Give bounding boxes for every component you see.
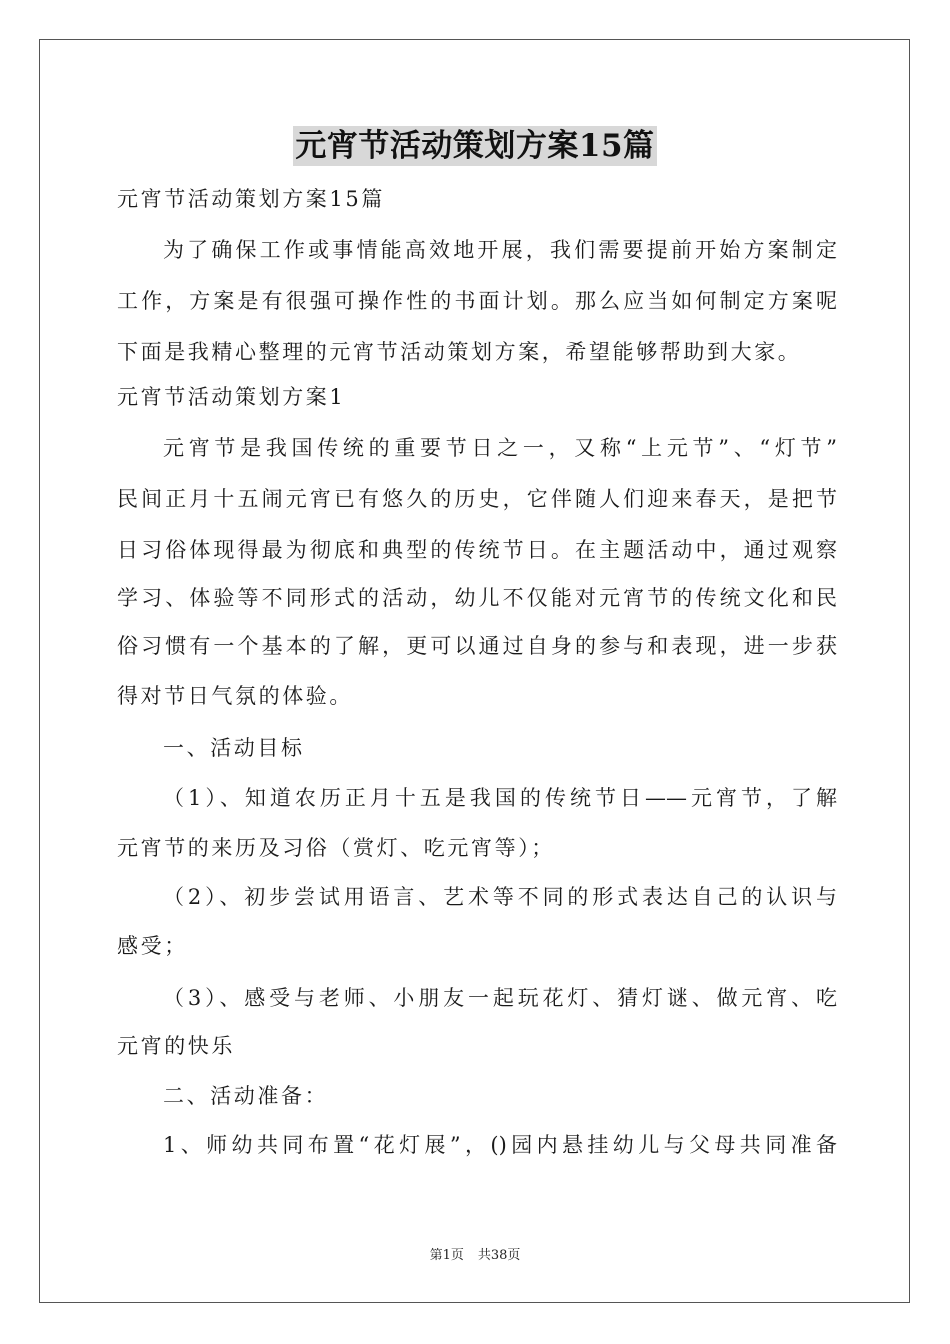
title-container xyxy=(0,126,950,166)
page-number: 第1页 xyxy=(429,1248,464,1263)
goal-1-line-1: （1）、知道农历正月十五是我国的传统节日——元宵节，了解 xyxy=(163,786,837,810)
para1-line-2: 民间正月十五闹元宵已有悠久的历史，它伴随人们迎来春天，是把节 xyxy=(117,487,837,511)
para1-line-5: 俗习惯有一个基本的了解，更可以通过自身的参与和表现，进一步获 xyxy=(117,634,837,658)
heading-preparation: 二、活动准备： xyxy=(163,1084,329,1108)
heading-goals: 一、活动目标 xyxy=(163,736,305,760)
goal-3-line-1: （3）、感受与老师、小朋友一起玩花灯、猜灯谜、做元宵、吃 xyxy=(163,986,837,1010)
prep-line-1: 1、师幼共同布置“花灯展”，()园内悬挂幼儿与父母共同准备 xyxy=(163,1133,837,1157)
page-border xyxy=(39,39,910,1303)
para1-line-4: 学习、体验等不同形式的活动，幼儿不仅能对元宵节的传统文化和民 xyxy=(117,586,837,610)
subtitle-line: 元宵节活动策划方案15篇 xyxy=(117,187,385,211)
para1-line-3: 日习俗体现得最为彻底和典型的传统节日。在主题活动中，通过观察 xyxy=(117,538,837,562)
intro-line-2: 工作，方案是有很强可操作性的书面计划。那么应当如何制定方案呢 xyxy=(117,289,837,313)
page-footer xyxy=(0,1247,950,1265)
para1-line-1: 元宵节是我国传统的重要节日之一，又称“上元节”、“灯节” xyxy=(163,436,837,460)
goal-3-line-2: 元宵的快乐 xyxy=(117,1034,235,1058)
page-total: 共38页 xyxy=(477,1248,521,1263)
goal-1-line-2: 元宵节的来历及习俗（赏灯、吃元宵等）； xyxy=(117,836,555,860)
para1-line-6: 得对节日气氛的体验。 xyxy=(117,684,353,708)
goal-2-line-1: （2）、初步尝试用语言、艺术等不同的形式表达自己的认识与 xyxy=(163,885,837,909)
intro-line-3: 下面是我精心整理的元宵节活动策划方案，希望能够帮助到大家。 xyxy=(117,340,802,364)
document-title: 元宵节活动策划方案15篇 xyxy=(295,128,655,164)
goal-2-line-2: 感受； xyxy=(117,934,188,958)
section-heading-1: 元宵节活动策划方案1 xyxy=(117,385,346,409)
intro-line-1: 为了确保工作或事情能高效地开展，我们需要提前开始方案制定 xyxy=(163,238,837,262)
